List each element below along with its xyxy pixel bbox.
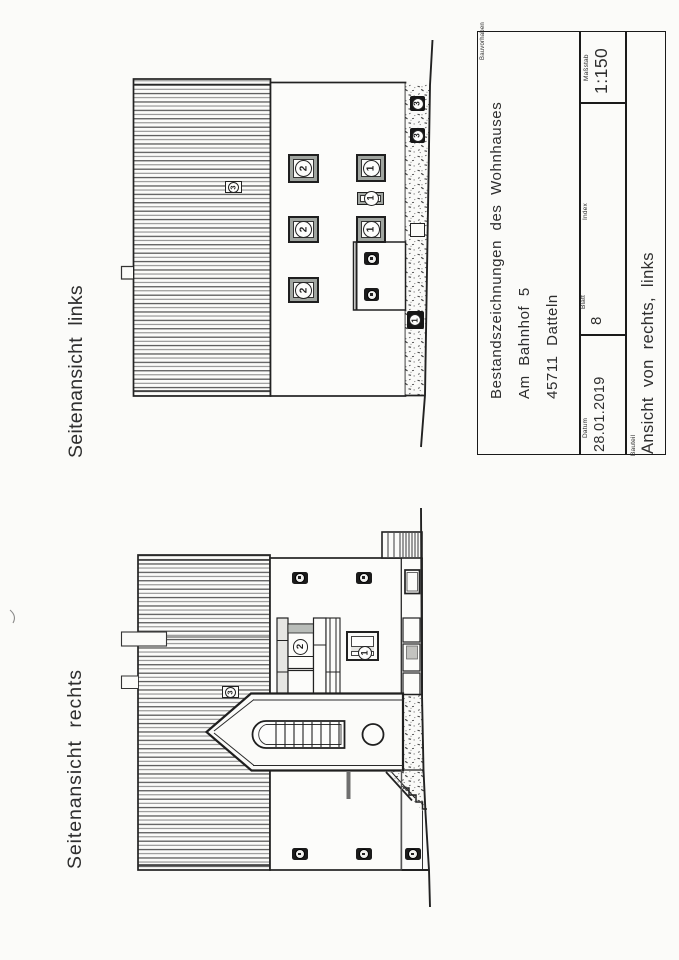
window-marker xyxy=(288,216,319,243)
window-type: 2 xyxy=(294,644,306,650)
vent-marker xyxy=(356,848,372,860)
project-title: Bestandszeichnungen des Wohnhauses xyxy=(488,101,505,399)
window-type: 2 xyxy=(298,226,309,233)
basement-opening xyxy=(410,223,425,237)
titleblock-divider xyxy=(579,334,627,336)
field-label-massstab: Maßstab xyxy=(583,54,590,81)
window-marker xyxy=(288,277,319,303)
vent-marker xyxy=(364,252,379,265)
project-street: Am Bahnhof 5 xyxy=(515,286,533,399)
window-type-badge xyxy=(293,639,309,655)
window-marker xyxy=(288,154,319,183)
project-city: 45711 Datteln xyxy=(543,293,561,399)
roof-reference-tag xyxy=(222,686,239,698)
gable-porch xyxy=(207,694,424,771)
window-marker xyxy=(356,154,386,182)
titleblock-divider xyxy=(579,31,581,455)
field-label-bauteil: Bauteil xyxy=(629,434,637,456)
vent-marker xyxy=(292,848,308,860)
caption-left-elevation: Seitenansicht links xyxy=(65,285,87,458)
vent-marker xyxy=(405,848,421,860)
window-type: 1 xyxy=(359,649,370,656)
scale-value: 1:150 xyxy=(590,47,611,94)
sheet-number: 8 xyxy=(588,316,605,325)
titleblock-divider xyxy=(579,102,627,104)
window-type: 1 xyxy=(365,195,376,201)
window-type: 2 xyxy=(298,287,309,293)
ref-number: 3 xyxy=(412,101,422,106)
ref-number: 3 xyxy=(228,184,238,190)
ref-number: 1 xyxy=(410,317,420,323)
window-type: 2 xyxy=(298,165,309,172)
basement-window-marker xyxy=(410,96,425,111)
caption-right-elevation: Seitenansicht rechts xyxy=(64,669,86,869)
roof-reference-tag xyxy=(225,181,242,193)
window-type: 1 xyxy=(365,165,377,171)
ref-number: 3 xyxy=(412,133,422,138)
basement-window-marker xyxy=(407,311,424,329)
basement-window-marker xyxy=(410,128,425,143)
window-marker xyxy=(356,216,386,243)
titleblock-divider xyxy=(625,31,627,455)
vent-marker xyxy=(292,572,308,584)
field-label-index: Index xyxy=(582,203,589,220)
pen-mark xyxy=(10,610,14,623)
window-type-badge xyxy=(358,646,372,660)
field-label-bauvorhaben: Bauvorhaben xyxy=(479,22,486,60)
field-label-datum: Datum xyxy=(582,417,589,438)
window-type: 1 xyxy=(365,226,377,233)
round-window xyxy=(363,724,384,745)
window-type-badge xyxy=(364,191,379,206)
vent-marker xyxy=(364,288,379,301)
field-label-blatt: Blatt xyxy=(580,294,587,309)
bay-window xyxy=(277,618,340,694)
vent-marker xyxy=(356,572,372,584)
title-block xyxy=(477,31,666,455)
left-elevation-drawing xyxy=(122,40,433,447)
date-value: 28.01.2019 xyxy=(591,376,608,452)
sheet-content-title: Ansicht von rechts, links xyxy=(639,251,657,454)
ref-number: 3 xyxy=(225,689,235,695)
